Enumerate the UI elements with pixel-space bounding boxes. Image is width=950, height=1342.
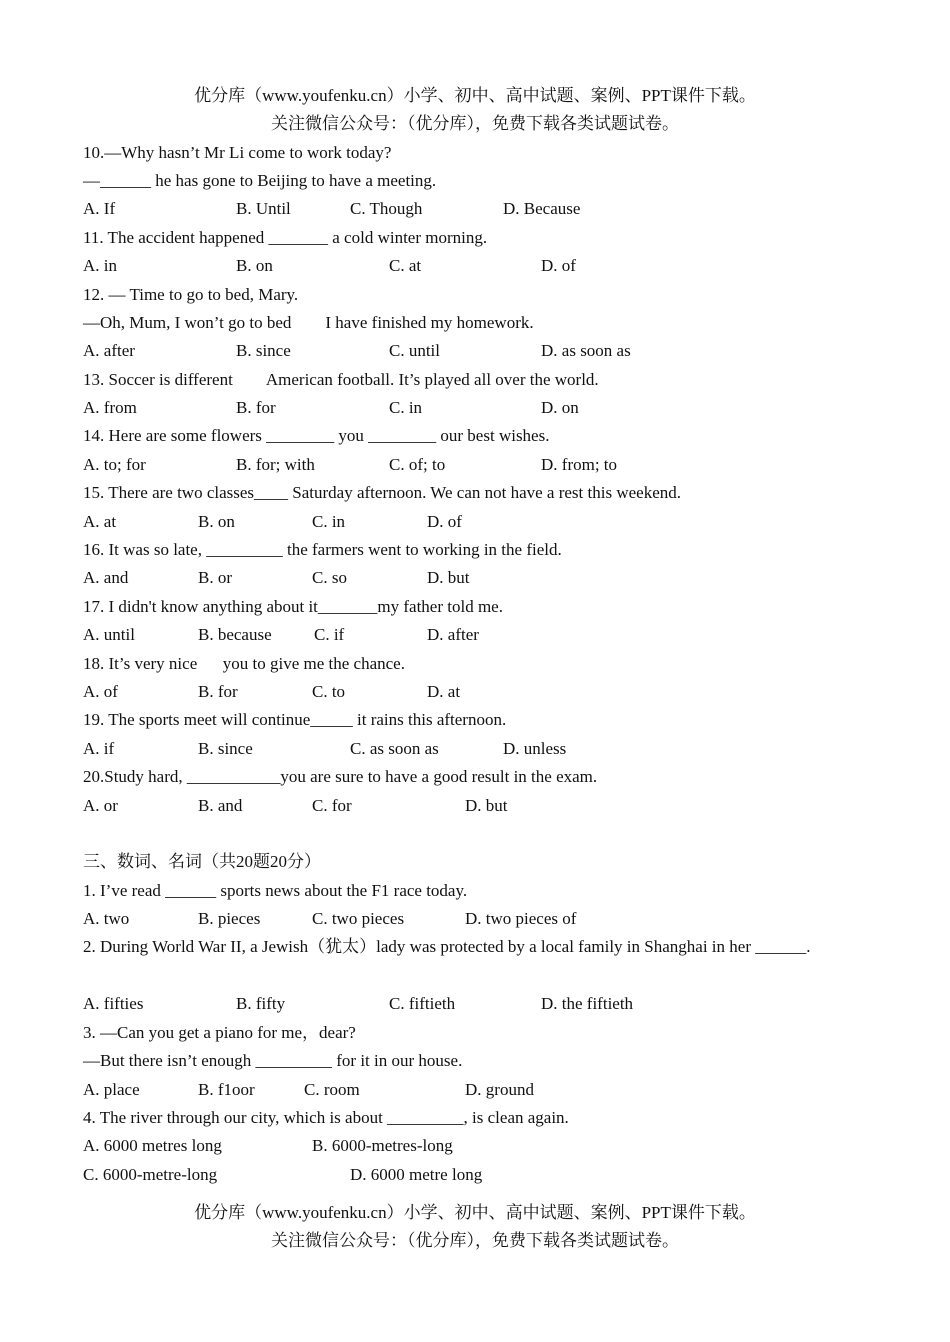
q15-stem: 15. There are two classes____ Saturday afternoon. We can not have a rest this weekend. xyxy=(83,483,681,502)
q11-stem: 11. The accident happened _______ a cold winter morning. xyxy=(83,228,488,247)
q13-stem: 13. Soccer is different American football. It’s played all over the world. xyxy=(83,370,599,389)
q12-option-c: C. until xyxy=(389,341,441,360)
s3-q1-option-b: B. pieces xyxy=(198,909,261,928)
q18-option-a: A. of xyxy=(83,682,118,701)
s3-q3-option-d: D. ground xyxy=(465,1080,534,1099)
s3-q2-option-c: C. fiftieth xyxy=(389,994,456,1013)
q12-option-a: A. after xyxy=(83,341,135,360)
q20-stem: 20.Study hard, ___________you are sure to have a good result in the exam. xyxy=(83,767,598,786)
q10-line-1: 10.—Why hasn’t Mr Li come to work today? xyxy=(83,143,392,162)
q20-option-a: A. or xyxy=(83,796,118,815)
header-line-2: 关注微信公众号：（优分库），免费下载各类试题试卷。 xyxy=(271,114,679,133)
q19-option-a: A. if xyxy=(83,739,115,758)
q16-option-d: D. but xyxy=(427,568,470,587)
q13-option-a: A. from xyxy=(83,398,137,417)
s3-q1-option-c: C. two pieces xyxy=(312,909,405,928)
s3-q2-stem: 2. During World War II, a Jewish（犹太）lady was protected by a local family in Shanghai in her ______. xyxy=(83,937,811,956)
q15-option-b: B. on xyxy=(198,512,235,531)
q18-stem: 18. It’s very nice you to give me the chance. xyxy=(83,654,405,673)
q10-option-c: C. Though xyxy=(350,199,423,218)
section-3-title: 三、数词、名词（共20题20分） xyxy=(83,852,321,871)
q16-option-c: C. so xyxy=(312,568,347,587)
s3-q3-option-c: C. room xyxy=(304,1080,360,1099)
q17-option-c: C. if xyxy=(314,625,345,644)
q13-option-d: D. on xyxy=(541,398,579,417)
q16-option-b: B. or xyxy=(198,568,232,587)
q17-option-b: B. because xyxy=(198,625,272,644)
s3-q3-option-a: A. place xyxy=(83,1080,140,1099)
q14-option-b: B. for; with xyxy=(236,455,315,474)
s3-q1-option-a: A. two xyxy=(83,909,130,928)
q19-option-b: B. since xyxy=(198,739,253,758)
q10-line-2: —______ he has gone to Beijing to have a meeting. xyxy=(83,171,437,190)
q14-option-c: C. of; to xyxy=(389,455,446,474)
q20-option-b: B. and xyxy=(198,796,243,815)
q16-stem: 16. It was so late, _________ the farmers went to working in the field. xyxy=(83,540,562,559)
footer-line-1: 优分库（www.youfenku.cn）小学、初中、高中试题、案例、PPT课件下载。 xyxy=(194,1203,756,1222)
q20-option-c: C. for xyxy=(312,796,352,815)
s3-q2-option-d: D. the fiftieth xyxy=(541,994,634,1013)
s3-q4-option-d: D. 6000 metre long xyxy=(350,1165,483,1184)
q15-option-c: C. in xyxy=(312,512,346,531)
q14-option-a: A. to; for xyxy=(83,455,146,474)
q19-option-d: D. unless xyxy=(503,739,567,758)
s3-q1-option-d: D. two pieces of xyxy=(465,909,577,928)
s3-q2-option-b: B. fifty xyxy=(236,994,286,1013)
q20-option-d: D. but xyxy=(465,796,508,815)
q17-stem: 17. I didn't know anything about it_______my father told me. xyxy=(83,597,503,616)
q14-stem: 14. Here are some flowers ________ you ________ our best wishes. xyxy=(83,426,550,445)
s3-q4-option-b: B. 6000-metres-long xyxy=(312,1136,453,1155)
s3-q3-line-1: 3. —Can you get a piano for me，dear? xyxy=(83,1023,356,1042)
s3-q2-option-a: A. fifties xyxy=(83,994,144,1013)
q10-option-d: D. Because xyxy=(503,199,581,218)
s3-q1-stem: 1. I’ve read ______ sports news about the F1 race today. xyxy=(83,881,468,900)
s3-q4-option-c: C. 6000-metre-long xyxy=(83,1165,218,1184)
q18-option-b: B. for xyxy=(198,682,238,701)
s3-q4-stem: 4. The river through our city, which is about _________, is clean again. xyxy=(83,1108,569,1127)
q12-option-d: D. as soon as xyxy=(541,341,631,360)
q17-option-d: D. after xyxy=(427,625,479,644)
footer-line-2: 关注微信公众号：（优分库），免费下载各类试题试卷。 xyxy=(271,1231,679,1250)
q12-line-1: 12. — Time to go to bed, Mary. xyxy=(83,285,299,304)
s3-q3-line-2: —But there isn’t enough _________ for it in our house. xyxy=(83,1051,463,1070)
q17-option-a: A. until xyxy=(83,625,135,644)
q19-stem: 19. The sports meet will continue_____ it rains this afternoon. xyxy=(83,710,507,729)
q15-option-d: D. of xyxy=(427,512,462,531)
q12-option-b: B. since xyxy=(236,341,291,360)
q13-option-c: C. in xyxy=(389,398,423,417)
q14-option-d: D. from; to xyxy=(541,455,618,474)
q11-option-b: B. on xyxy=(236,256,273,275)
q19-option-c: C. as soon as xyxy=(350,739,439,758)
q10-option-a: A. If xyxy=(83,199,116,218)
q15-option-a: A. at xyxy=(83,512,117,531)
header-line-1: 优分库（www.youfenku.cn）小学、初中、高中试题、案例、PPT课件下载。 xyxy=(194,86,756,105)
q16-option-a: A. and xyxy=(83,568,129,587)
q18-option-c: C. to xyxy=(312,682,346,701)
q11-option-c: C. at xyxy=(389,256,422,275)
s3-q4-option-a: A. 6000 metres long xyxy=(83,1136,222,1155)
q11-option-d: D. of xyxy=(541,256,576,275)
s3-q3-option-b: B. f1oor xyxy=(198,1080,255,1099)
q10-option-b: B. Until xyxy=(236,199,291,218)
q11-option-a: A. in xyxy=(83,256,117,275)
q12-line-2: —Oh, Mum, I won’t go to bed I have finished my homework. xyxy=(83,313,534,332)
q18-option-d: D. at xyxy=(427,682,461,701)
q13-option-b: B. for xyxy=(236,398,276,417)
